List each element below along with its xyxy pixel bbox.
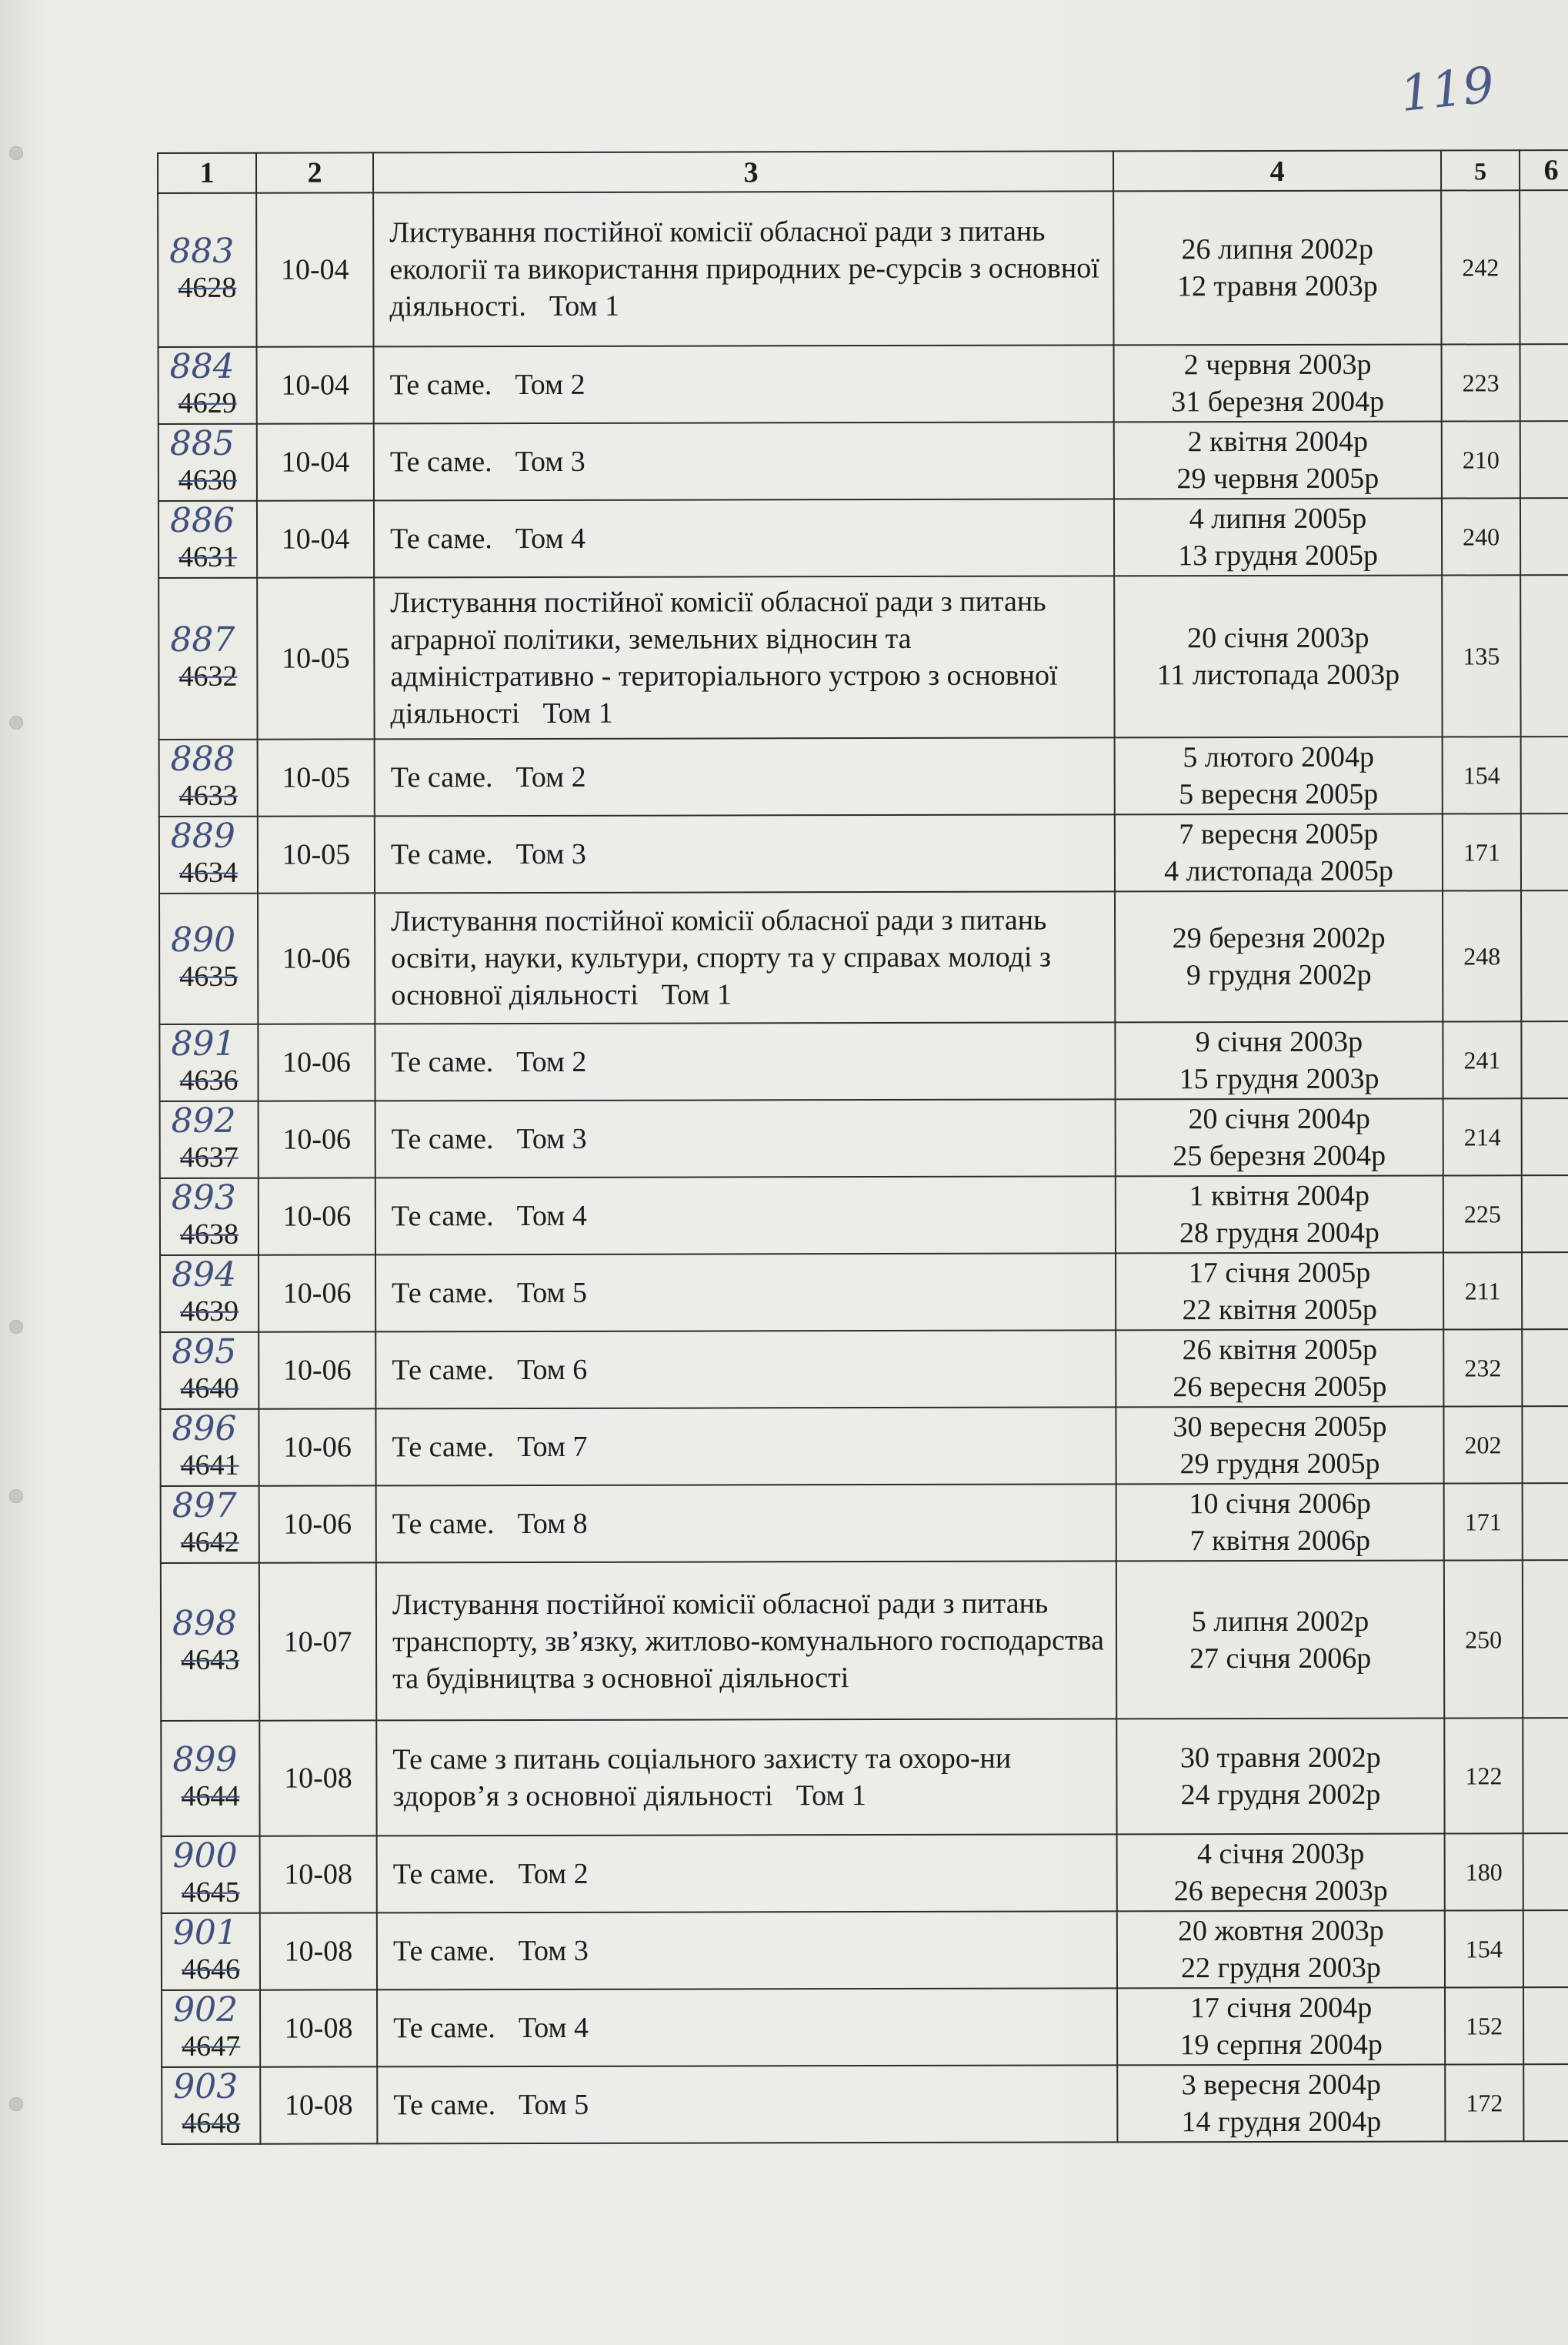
- handwritten-case-number: 886: [169, 500, 235, 540]
- header-col-1: 1: [158, 153, 256, 193]
- handwritten-case-number: 896: [172, 1408, 237, 1448]
- table-row: [158, 190, 1568, 347]
- end-date: 9 грудня 2002р: [1186, 958, 1372, 992]
- volume-label: Том 2: [516, 1045, 587, 1079]
- title-cell: [375, 1330, 1116, 1408]
- index-cell: 10-04: [257, 346, 374, 423]
- sheet-count-cell: 240: [1442, 498, 1520, 575]
- sheet-count-cell: 214: [1443, 1098, 1522, 1175]
- start-date: 20 січня 2003р: [1187, 621, 1369, 655]
- dates-cell: [1114, 345, 1442, 423]
- notes-cell: [1522, 1175, 1568, 1252]
- end-date: 25 березня 2004р: [1173, 1139, 1386, 1173]
- title-cell: [376, 1719, 1116, 1836]
- case-number-cell: [160, 1101, 259, 1178]
- notes-cell: [1521, 813, 1568, 890]
- notes-cell: [1520, 575, 1568, 737]
- old-case-number: 4635: [179, 960, 239, 993]
- table-row: [160, 1098, 1568, 1178]
- old-case-number: 4628: [178, 271, 237, 304]
- dates-cell: [1116, 1099, 1443, 1177]
- volume-label: Том 5: [516, 1276, 588, 1310]
- start-date: 2 квітня 2004р: [1187, 425, 1369, 459]
- old-case-number: 4641: [180, 1448, 239, 1481]
- sheet-count-cell: 211: [1443, 1252, 1522, 1329]
- end-date: 5 вересня 2005р: [1179, 777, 1379, 811]
- volume-label: Том 1: [549, 289, 620, 322]
- volume-label: Том 8: [517, 1507, 588, 1541]
- title-cell: [374, 576, 1114, 739]
- end-date: 19 серпня 2004р: [1179, 2028, 1383, 2062]
- notes-cell: [1520, 498, 1568, 575]
- dates-cell: [1116, 1253, 1443, 1331]
- end-date: 12 травня 2003р: [1176, 269, 1378, 303]
- case-number-cell: [159, 894, 258, 1024]
- end-date: 26 вересня 2003р: [1173, 1874, 1388, 1908]
- dates-cell: [1115, 814, 1443, 892]
- title-cell: [376, 1484, 1116, 1562]
- table-row: [162, 1987, 1568, 2067]
- title-cell: [373, 191, 1113, 346]
- end-date: 27 січня 2006р: [1189, 1642, 1372, 1675]
- case-title: Те саме.: [391, 1046, 494, 1079]
- handwritten-case-number: 901: [172, 1912, 238, 1952]
- old-case-number: 4644: [181, 1779, 240, 1812]
- case-number-cell: [162, 2067, 260, 2144]
- handwritten-case-number: 903: [173, 2066, 239, 2106]
- start-date: 26 квітня 2005р: [1182, 1333, 1377, 1367]
- index-cell: 10-08: [260, 1912, 377, 1989]
- index-cell: 10-04: [257, 500, 374, 577]
- end-date: 26 вересня 2005р: [1173, 1370, 1387, 1404]
- start-date: 10 січня 2006р: [1189, 1487, 1371, 1521]
- table-row: [161, 1718, 1568, 1836]
- sheet-count-cell: 171: [1443, 813, 1521, 890]
- sheet-count-cell: 202: [1443, 1406, 1522, 1483]
- sheet-count-cell: 242: [1441, 190, 1520, 344]
- sheet-count-cell: 172: [1445, 2064, 1523, 2141]
- old-case-number: 4634: [178, 856, 239, 889]
- case-number-cell: [160, 1255, 259, 1332]
- dates-cell: [1116, 1407, 1443, 1485]
- notes-cell: [1523, 1483, 1568, 1560]
- case-title: Листування постійної комісії обласної ради з питань освіти, науки, культури, спорту та у справах молоді з основної діяльності: [391, 904, 1052, 1012]
- title-cell: [375, 1022, 1115, 1101]
- old-case-number: 4639: [180, 1294, 239, 1328]
- end-date: 22 грудня 2003р: [1180, 1951, 1381, 1985]
- header-col-3: 3: [373, 151, 1113, 192]
- title-cell: [376, 1561, 1116, 1720]
- case-number-cell: [158, 501, 257, 578]
- old-case-number: 4645: [181, 1876, 240, 1909]
- case-title: Те саме.: [392, 1277, 494, 1310]
- start-date: 3 вересня 2004р: [1181, 2068, 1381, 2102]
- index-cell: 10-06: [258, 893, 375, 1024]
- title-cell: [377, 2065, 1117, 2143]
- old-case-number: 4636: [179, 1064, 239, 1097]
- case-number-cell: [162, 1836, 260, 1913]
- header-col-5: 5: [1441, 150, 1520, 190]
- dates-cell: [1117, 1910, 1445, 1988]
- table-row: [162, 1833, 1568, 1913]
- case-title: Те саме.: [393, 2089, 496, 2122]
- old-case-number: 4633: [178, 779, 238, 812]
- handwritten-case-number: 893: [171, 1178, 236, 1218]
- table-row: [162, 1910, 1568, 1990]
- case-title: Те саме.: [391, 1200, 494, 1233]
- case-number-cell: [162, 1990, 260, 2067]
- handwritten-case-number: 888: [170, 739, 235, 779]
- start-date: 20 жовтня 2003р: [1177, 1914, 1384, 1948]
- start-date: 7 вересня 2005р: [1179, 817, 1379, 851]
- sheet-count-cell: 180: [1445, 1833, 1523, 1910]
- end-date: 24 грудня 2002р: [1180, 1778, 1381, 1812]
- notes-cell: [1523, 2064, 1568, 2141]
- case-title: Те саме.: [389, 369, 492, 402]
- handwritten-case-number: 898: [172, 1603, 238, 1643]
- header-col-4: 4: [1113, 151, 1441, 192]
- volume-label: Том 1: [661, 978, 732, 1011]
- notes-cell: [1521, 890, 1568, 1021]
- case-title: Те саме.: [390, 523, 492, 556]
- old-case-number: 4646: [181, 1952, 240, 1986]
- table-row: [158, 498, 1568, 578]
- index-cell: 10-05: [258, 816, 375, 893]
- inventory-table: [157, 149, 1568, 2145]
- end-date: 7 квітня 2006р: [1189, 1524, 1371, 1558]
- case-number-cell: [161, 1563, 259, 1721]
- dates-cell: [1114, 499, 1442, 576]
- case-title: Те саме.: [391, 1123, 494, 1156]
- notes-cell: [1522, 1098, 1568, 1175]
- old-case-number: 4631: [178, 540, 238, 573]
- case-title: Те саме.: [389, 446, 492, 479]
- case-title: Те саме.: [390, 838, 493, 871]
- end-date: 11 листопада 2003р: [1156, 658, 1400, 692]
- case-title: Те саме з питань соціального захисту та охоро-ни здоров’я з основної діяльності: [392, 1742, 1012, 1813]
- index-cell: 10-08: [260, 1836, 377, 1912]
- case-number-cell: [158, 424, 257, 501]
- start-date: 5 липня 2002р: [1191, 1605, 1369, 1638]
- table-row: [160, 1175, 1568, 1255]
- case-number-cell: [160, 1409, 259, 1486]
- volume-label: Том 6: [517, 1353, 588, 1387]
- dates-cell: [1116, 1561, 1444, 1719]
- volume-label: Том 1: [796, 1779, 866, 1812]
- dates-cell: [1113, 191, 1441, 346]
- start-date: 29 березня 2002р: [1172, 921, 1386, 955]
- volume-label: Том 2: [518, 1857, 589, 1891]
- volume-label: Том 4: [515, 522, 586, 556]
- start-date: 17 січня 2004р: [1189, 1991, 1373, 2025]
- index-cell: 10-06: [259, 1101, 375, 1178]
- sheet-count-cell: 223: [1442, 344, 1520, 421]
- table-row: [160, 1252, 1568, 1332]
- volume-label: Том 3: [516, 1122, 587, 1156]
- table-row: [159, 813, 1568, 894]
- title-cell: [377, 1911, 1117, 1989]
- start-date: 20 січня 2004р: [1188, 1102, 1370, 1136]
- sheet-count-cell: 122: [1444, 1718, 1523, 1833]
- start-date: 30 вересня 2005р: [1173, 1410, 1387, 1444]
- notes-cell: [1520, 421, 1568, 498]
- table-row: [159, 737, 1568, 817]
- punch-hole: [9, 1489, 23, 1503]
- punch-hole: [9, 1320, 23, 1334]
- dates-cell: [1117, 1987, 1445, 2065]
- handwritten-case-number: 889: [170, 816, 235, 856]
- table-row: [158, 421, 1568, 501]
- dates-cell: [1116, 1719, 1444, 1835]
- case-title: Листування постійної комісії обласної ради з питань аграрної політики, земельних відносин та адміністративно - територіального устрою з основної діяльності: [390, 585, 1058, 730]
- end-date: 28 грудня 2004р: [1179, 1216, 1380, 1250]
- notes-cell: [1522, 1329, 1568, 1406]
- table-row: [161, 1560, 1568, 1721]
- end-date: 29 грудня 2005р: [1179, 1447, 1380, 1481]
- notes-cell: [1523, 1910, 1568, 1987]
- sheet-count-cell: 135: [1442, 575, 1520, 737]
- title-cell: [375, 737, 1115, 816]
- start-date: 4 січня 2003р: [1196, 1837, 1365, 1871]
- handwritten-case-number: 902: [173, 1989, 239, 2029]
- title-cell: [375, 891, 1115, 1024]
- index-cell: 10-05: [258, 739, 375, 816]
- index-cell: 10-04: [256, 192, 373, 346]
- handwritten-case-number: 884: [169, 346, 235, 386]
- case-title: Те саме.: [392, 1354, 495, 1387]
- old-case-number: 4643: [181, 1643, 240, 1676]
- notes-cell: [1522, 1406, 1568, 1483]
- volume-label: Том 3: [515, 837, 586, 871]
- start-date: 26 липня 2002р: [1181, 232, 1374, 266]
- case-number-cell: [159, 740, 258, 817]
- start-date: 30 травня 2002р: [1179, 1741, 1381, 1775]
- punch-hole: [9, 716, 23, 730]
- dates-cell: [1115, 1022, 1443, 1100]
- case-number-cell: [160, 1332, 259, 1409]
- dates-cell: [1116, 1484, 1444, 1562]
- handwritten-case-number: 899: [172, 1739, 238, 1779]
- notes-cell: [1521, 1021, 1568, 1098]
- handwritten-case-number: 900: [172, 1836, 238, 1876]
- handwritten-case-number: 891: [171, 1024, 236, 1064]
- case-title: Те саме.: [392, 1858, 495, 1891]
- notes-cell: [1520, 344, 1568, 421]
- page-number: 119: [1397, 56, 1497, 124]
- title-cell: [375, 1253, 1116, 1331]
- notes-cell: [1523, 1833, 1568, 1910]
- handwritten-case-number: 892: [171, 1101, 236, 1141]
- table-row: [158, 575, 1568, 740]
- title-cell: [375, 1407, 1116, 1485]
- case-title: Листування постійної комісії обласної ради з питань транспорту, зв’язку, житлово-комунального господарства та будівництва з основної діяльності: [392, 1587, 1104, 1695]
- notes-cell: [1521, 737, 1568, 813]
- header-row: [158, 150, 1568, 193]
- header-col-6: 6: [1520, 150, 1568, 190]
- table-row: [158, 344, 1568, 424]
- start-date: 17 січня 2005р: [1188, 1256, 1371, 1290]
- title-cell: [377, 1834, 1117, 1912]
- sheet-count-cell: 241: [1443, 1021, 1521, 1098]
- old-case-number: 4640: [180, 1371, 239, 1405]
- index-cell: 10-06: [258, 1024, 375, 1101]
- index-cell: 10-04: [257, 423, 374, 500]
- handwritten-case-number: 895: [172, 1331, 237, 1371]
- title-cell: [374, 345, 1114, 423]
- case-number-cell: [159, 1024, 258, 1101]
- index-cell: 10-06: [259, 1178, 375, 1254]
- dates-cell: [1115, 891, 1443, 1023]
- old-case-number: 4629: [178, 386, 237, 419]
- case-number-cell: [158, 347, 257, 424]
- start-date: 4 липня 2005р: [1189, 502, 1367, 536]
- start-date: 2 червня 2003р: [1183, 348, 1372, 382]
- notes-cell: [1523, 1560, 1568, 1718]
- title-cell: [375, 1099, 1116, 1178]
- index-cell: 10-06: [259, 1254, 375, 1331]
- case-title: Те саме.: [393, 2012, 495, 2045]
- start-date: 9 січня 2003р: [1195, 1025, 1363, 1059]
- notes-cell: [1523, 1987, 1568, 2064]
- punch-hole: [9, 2097, 23, 2111]
- notes-cell: [1520, 190, 1568, 344]
- case-title: Те саме.: [392, 1935, 495, 1968]
- title-cell: [374, 499, 1114, 577]
- case-number-cell: [161, 1486, 259, 1563]
- case-title: Листування постійної комісії обласної ради з питань екології та використання природних ре-сурсів з основної діяльності.: [389, 215, 1099, 323]
- end-date: 22 квітня 2005р: [1182, 1293, 1377, 1327]
- old-case-number: 4648: [182, 2106, 241, 2140]
- table-row: [161, 1483, 1568, 1563]
- notes-cell: [1522, 1252, 1568, 1329]
- index-cell: 10-06: [259, 1408, 375, 1485]
- case-title: Те саме.: [390, 761, 493, 794]
- sheet-count-cell: 248: [1443, 890, 1521, 1021]
- case-number-cell: [158, 193, 256, 347]
- table-row: [162, 2064, 1568, 2144]
- old-case-number: 4642: [180, 1525, 239, 1558]
- punch-hole: [9, 146, 23, 160]
- index-cell: 10-06: [259, 1331, 375, 1408]
- volume-label: Том 1: [542, 696, 613, 730]
- handwritten-case-number: 883: [169, 231, 235, 271]
- sheet-count-cell: 250: [1444, 1560, 1523, 1718]
- old-case-number: 4638: [179, 1218, 239, 1251]
- volume-label: Том 5: [519, 2088, 589, 2122]
- title-cell: [374, 422, 1114, 500]
- table-body: [158, 190, 1568, 2144]
- sheet-count-cell: 232: [1443, 1329, 1522, 1406]
- index-cell: 10-05: [257, 577, 374, 739]
- end-date: 15 грудня 2003р: [1179, 1062, 1380, 1096]
- old-case-number: 4630: [178, 463, 237, 496]
- start-date: 5 лютого 2004р: [1183, 740, 1374, 774]
- dates-cell: [1115, 737, 1443, 815]
- volume-label: Том 7: [517, 1430, 588, 1464]
- handwritten-case-number: 890: [171, 920, 236, 960]
- sheet-count-cell: 152: [1445, 1987, 1523, 2064]
- dates-cell: [1116, 1330, 1443, 1408]
- table-row: [160, 1406, 1568, 1486]
- case-number-cell: [160, 1178, 259, 1255]
- title-cell: [377, 1988, 1117, 2066]
- table-row: [160, 1329, 1568, 1409]
- dates-cell: [1114, 422, 1442, 499]
- title-cell: [375, 814, 1115, 893]
- index-cell: 10-08: [260, 2066, 377, 2143]
- handwritten-case-number: 897: [172, 1485, 237, 1525]
- volume-label: Том 2: [515, 368, 585, 402]
- sheet-count-cell: 154: [1443, 737, 1521, 813]
- dates-cell: [1117, 1833, 1445, 1911]
- sheet-count-cell: 210: [1442, 421, 1520, 498]
- case-title: Те саме.: [392, 1508, 495, 1541]
- title-cell: [375, 1176, 1116, 1254]
- dates-cell: [1117, 2064, 1445, 2142]
- index-cell: 10-06: [259, 1485, 376, 1562]
- start-date: 1 квітня 2004р: [1189, 1179, 1370, 1213]
- handwritten-case-number: 887: [170, 620, 235, 660]
- sheet-count-cell: 154: [1445, 1910, 1523, 1987]
- volume-label: Том 3: [515, 445, 585, 479]
- sheet-count-cell: 225: [1443, 1175, 1522, 1252]
- end-date: 29 червня 2005р: [1176, 462, 1380, 496]
- handwritten-case-number: 894: [172, 1254, 237, 1294]
- end-date: 14 грудня 2004р: [1181, 2105, 1382, 2139]
- handwritten-case-number: 885: [169, 423, 235, 463]
- table-row: [159, 890, 1568, 1024]
- volume-label: Том 3: [518, 1934, 589, 1968]
- index-cell: 10-07: [259, 1562, 376, 1720]
- case-number-cell: [162, 1913, 260, 1990]
- end-date: 4 листопада 2005р: [1164, 854, 1393, 888]
- sheet-count-cell: 171: [1444, 1483, 1523, 1560]
- old-case-number: 4647: [182, 2029, 241, 2063]
- volume-label: Том 2: [515, 760, 586, 794]
- case-number-cell: [159, 817, 258, 894]
- index-cell: 10-08: [259, 1720, 376, 1836]
- case-number-cell: [161, 1721, 259, 1836]
- end-date: 13 грудня 2005р: [1178, 539, 1379, 573]
- dates-cell: [1116, 1176, 1443, 1254]
- notes-cell: [1523, 1718, 1568, 1833]
- header-col-2: 2: [256, 152, 373, 192]
- old-case-number: 4637: [179, 1141, 239, 1174]
- dates-cell: [1114, 576, 1442, 738]
- table-row: [159, 1021, 1568, 1101]
- case-title: Те саме.: [392, 1431, 495, 1464]
- old-case-number: 4632: [178, 660, 238, 693]
- case-number-cell: [158, 578, 257, 740]
- index-cell: 10-08: [260, 1989, 377, 2066]
- volume-label: Том 4: [518, 2011, 589, 2045]
- volume-label: Том 4: [516, 1199, 587, 1233]
- end-date: 31 березня 2004р: [1171, 385, 1385, 419]
